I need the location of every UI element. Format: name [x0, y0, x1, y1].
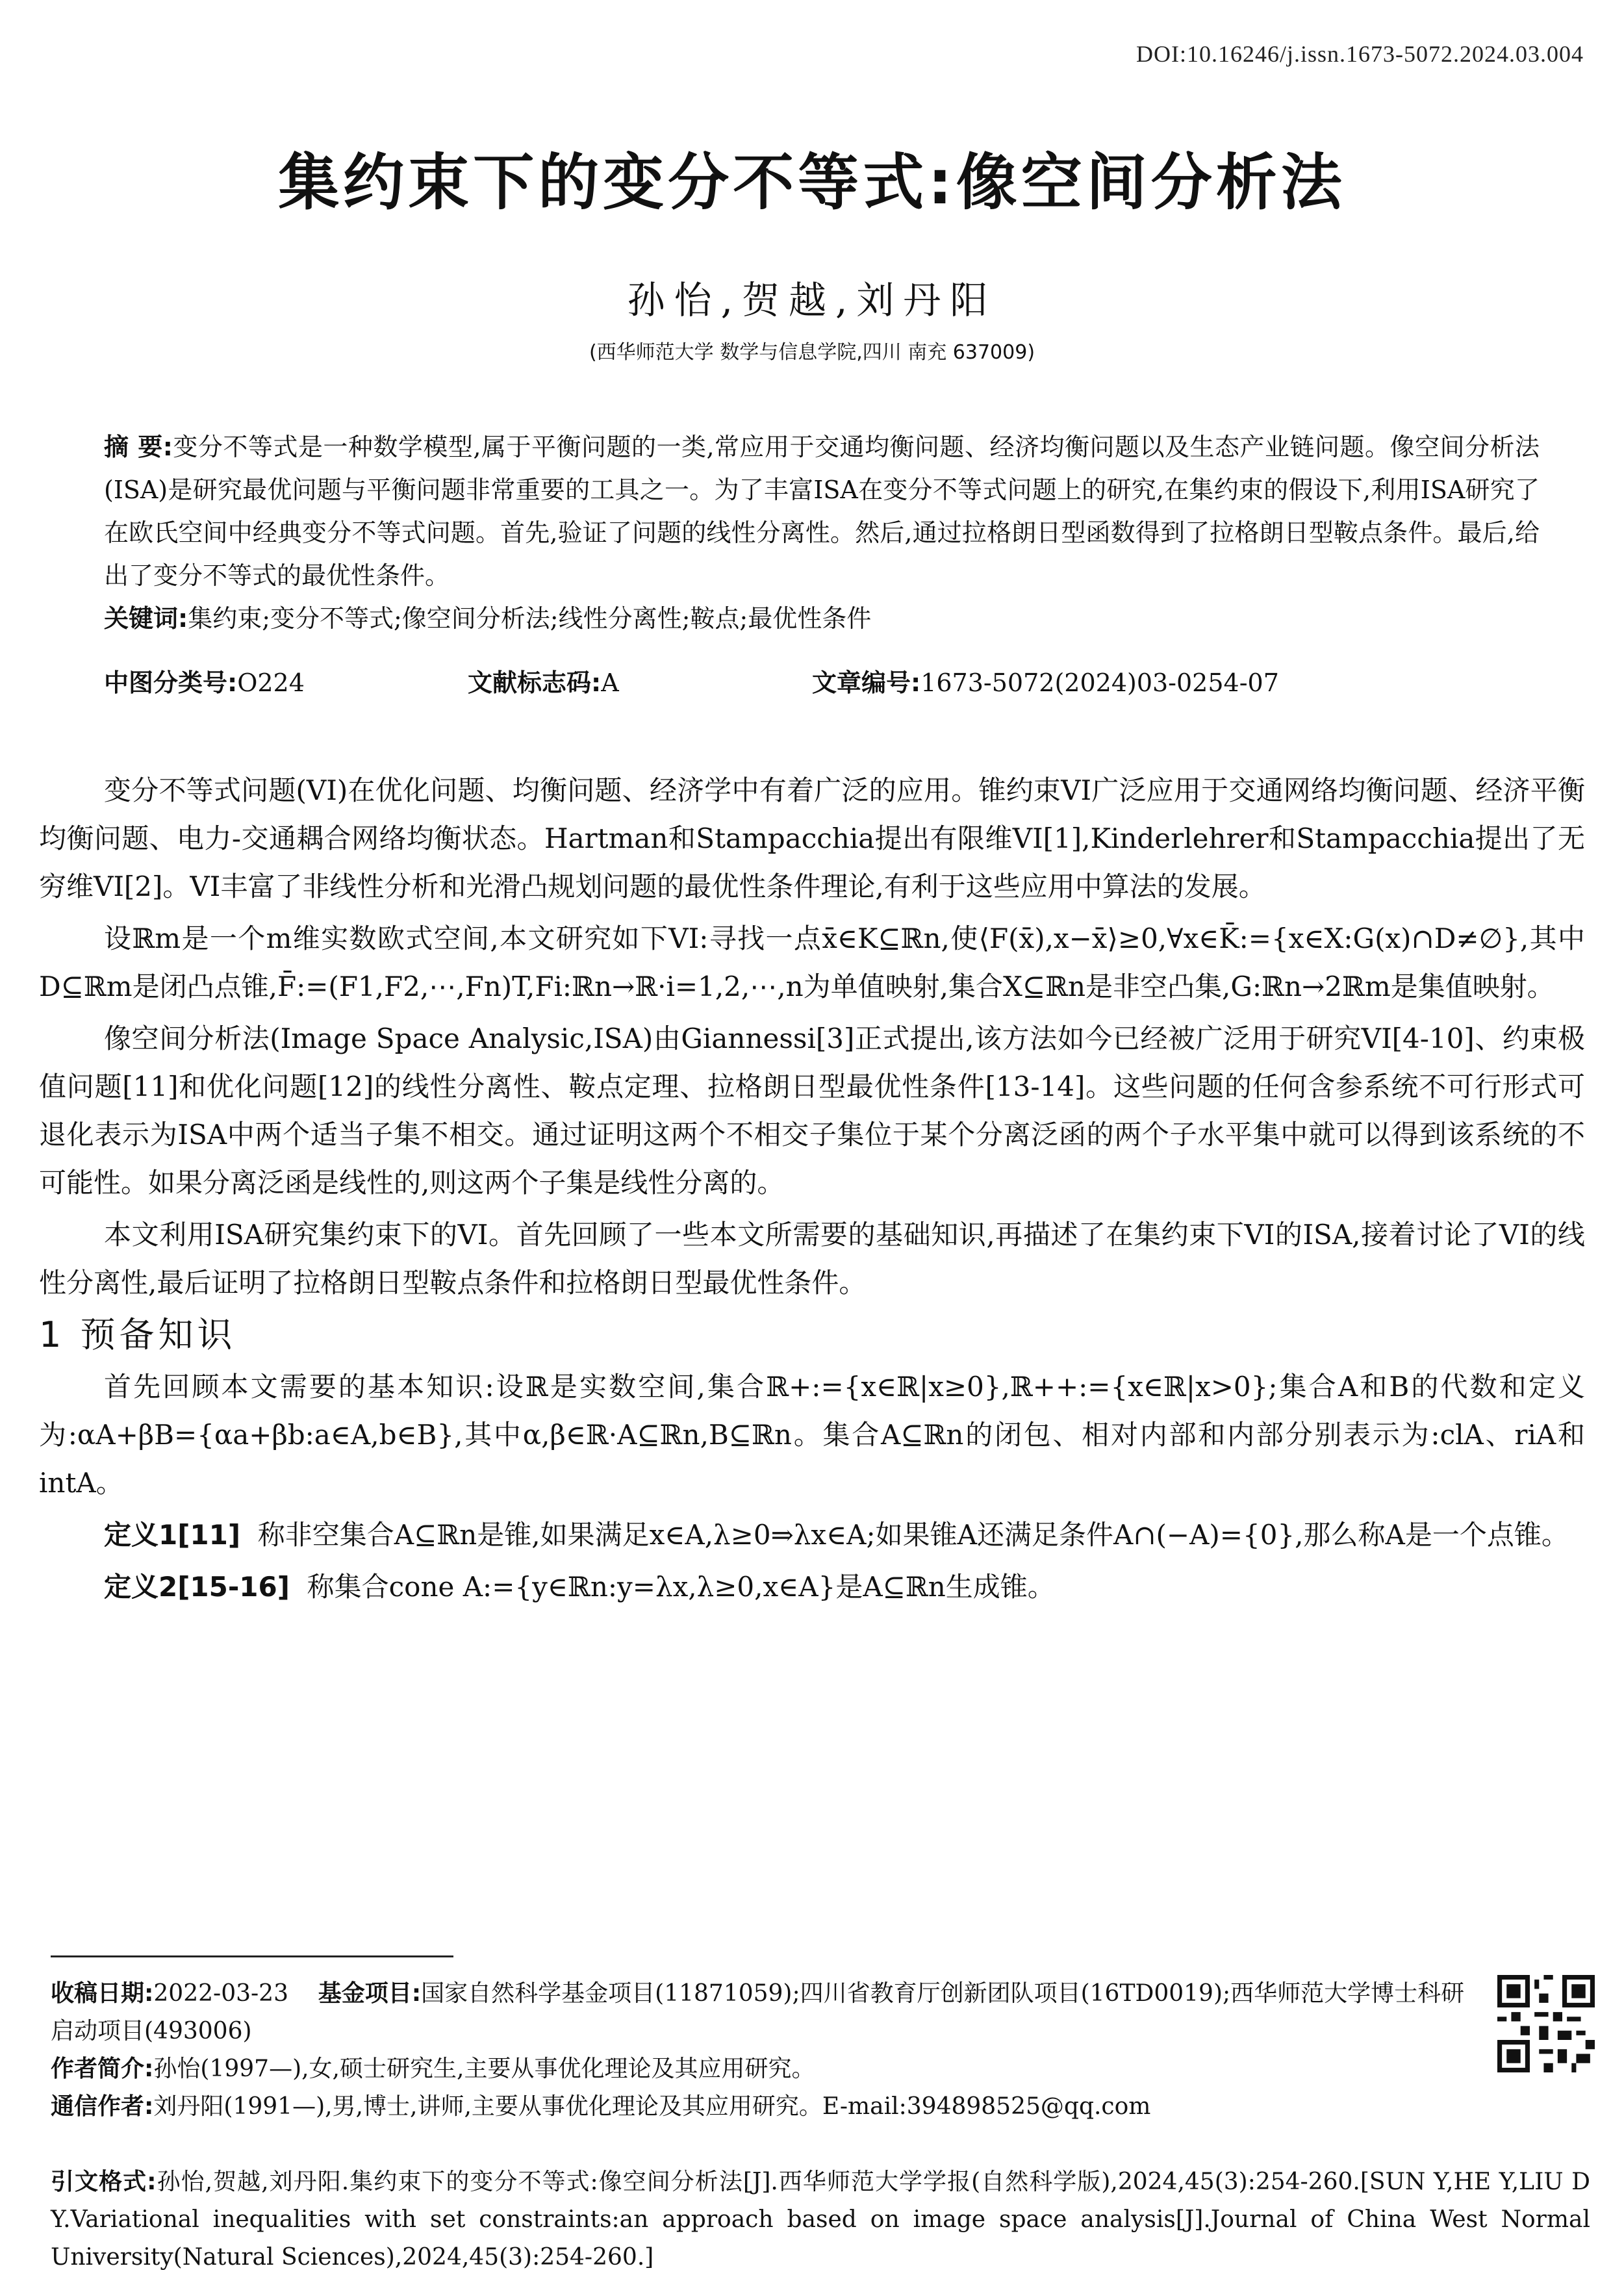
paper-title: 集约束下的变分不等式:像空间分析法	[278, 147, 1346, 218]
received-label: 收稿日期:	[51, 1980, 154, 2007]
citation-text: 孙怡,贺越,刘丹阳.集约束下的变分不等式:像空间分析法[J].西华师范大学学报(自然科学版),2024,45(3):254-260.[SUN Y,HE Y,LIU D Y.Variational inequalities with set constraints:an approach based on image space analysis[J].Journal of China West Normal University(Natural Sciences),2024,45(3):254-260.]	[51, 2169, 1590, 2271]
received-and-fund	[51, 1975, 1467, 2050]
document-code-label: 文献标志码:	[468, 668, 602, 697]
corresponding-label: 通信作者:	[51, 2093, 154, 2120]
paragraph-4: 本文利用ISA研究集约束下的VI。首先回顾了一些本文所需要的基础知识,再描述了在集约束下VI的ISA,接着讨论了VI的线性分离性,最后证明了拉格朗日型鞍点条件和拉格朗日型最优性条件。	[39, 1219, 1585, 1299]
definition-2-label: 定义2[15-16]	[104, 1571, 290, 1603]
footnote-separator	[51, 1955, 453, 1957]
definition-1	[39, 1511, 1585, 1559]
keywords-text: 集约束;变分不等式;像空间分析法;线性分离性;鞍点;最优性条件	[188, 604, 872, 633]
paragraph-1: 变分不等式问题(VI)在优化问题、均衡问题、经济学中有着广泛的应用。锥约束VI广泛应用于交通网络均衡问题、经济平衡均衡问题、电力-交通耦合网络均衡状态。Hartman和Stampacchia提出有限维VI[1],Kinderlehrer和Stampacchia提出了无穷维VI[2]。VI丰富了非线性分析和光滑凸规划问题的最优性条件理论,有利于这些应用中算法的发展。	[39, 774, 1585, 902]
abstract-label: 摘 要:	[104, 433, 173, 461]
article-number	[812, 663, 1279, 698]
body-text	[39, 767, 1585, 1615]
definition-2-text: 称集合cone A:={y∈ℝn:y=λx,λ≥0,x∈A}是A⊆ℝn生成锥。	[307, 1571, 1055, 1603]
classification-value: O224	[237, 668, 305, 697]
author-bio-label: 作者简介:	[51, 2056, 154, 2082]
article-number-value: 1673-5072(2024)03-0254-07	[920, 668, 1279, 697]
classification-label: 中图分类号:	[104, 668, 238, 697]
authors: 孙怡,贺越,刘丹阳	[627, 278, 997, 322]
definition-2	[39, 1563, 1585, 1611]
fund-label: 基金项目:	[318, 1980, 422, 2007]
qr-code-icon	[1497, 1975, 1595, 2072]
document-code	[468, 663, 619, 698]
received-date: 2022-03-23	[153, 1980, 288, 2007]
document-code-value: A	[601, 668, 619, 697]
abstract-text: 变分不等式是一种数学模型,属于平衡问题的一类,常应用于交通均衡问题、经济均衡问题以及生态产业链问题。像空间分析法(ISA)是研究最优问题与平衡问题非常重要的工具之一。为了丰富ISA在变分不等式问题上的研究,在集约束的假设下,利用ISA研究了在欧氏空间中经典变分不等式问题。首先,验证了问题的线性分离性。然后,通过拉格朗日型函数得到了拉格朗日型鞍点条件。最后,给出了变分不等式的最优性条件。	[104, 433, 1540, 590]
paragraph-5: 首先回顾本文需要的基本知识:设ℝ是实数空间,集合ℝ+:={x∈ℝ|x≥0},ℝ++:={x∈ℝ|x>0};集合A和B的代数和定义为:αA+βB={αa+βb:a∈A,b∈B},其中α,β∈ℝ·A⊆ℝn,B⊆ℝn。集合A⊆ℝn的闭包、相对内部和内部分别表示为:clA、riA和intA。	[39, 1371, 1585, 1499]
citation-label: 引文格式:	[51, 2169, 157, 2195]
paragraph-2: 设ℝm是一个m维实数欧式空间,本文研究如下VI:寻找一点x̄∈K⊆ℝn,使⟨F(x̄),x−x̄⟩≥0,∀x∈K̄:={x∈X:G(x)∩D≠∅},其中D⊆ℝm是闭凸点锥,F̄:=(F1,F2,⋯,Fn)T,Fi:ℝn→ℝ·i=1,2,⋯,n为单值映射,集合X⊆ℝn是非空凸集,G:ℝn→2ℝm是集值映射。	[39, 923, 1585, 1002]
fund-text: 国家自然科学基金项目(11871059);四川省教育厅创新团队项目(16TD0019);西华师范大学博士科研启动项目(493006)	[51, 1980, 1465, 2044]
footnote-block	[51, 1975, 1467, 2126]
paragraph-3: 像空间分析法(Image Space Analysic,ISA)由Giannessi[3]正式提出,该方法如今已经被广泛用于研究VI[4-10]、约束极值问题[11]和优化问题[12]的线性分离性、鞍点定理、拉格朗日型最优性条件[13-14]。这些问题的任何含参系统不可行形式可退化表示为ISA中两个适当子集不相交。通过证明这两个不相交子集位于某个分离泛函的两个子水平集中就可以得到该系统的不可能性。如果分离泛函是线性的,则这两个子集是线性分离的。	[39, 1023, 1585, 1199]
affiliation: (西华师范大学 数学与信息学院,四川 南充 637009)	[589, 341, 1035, 364]
author-bio-text: 孙怡(1997—),女,硕士研究生,主要从事优化理论及其应用研究。	[153, 2056, 815, 2082]
citation-format	[51, 2163, 1590, 2276]
doi: DOI:10.16246/j.issn.1673-5072.2024.03.004	[1136, 41, 1584, 67]
section-heading-1: 1 预备知识	[39, 1314, 236, 1355]
classification	[104, 663, 305, 698]
definition-1-text: 称非空集合A⊆ℝn是锥,如果满足x∈A,λ≥0⇒λx∈A;如果锥A还满足条件A∩(−A)={0},那么称A是一个点锥。	[257, 1519, 1569, 1551]
author-bio	[51, 2050, 1467, 2088]
corresponding-text: 刘丹阳(1991—),男,博士,讲师,主要从事优化理论及其应用研究。E-mail:394898525@qq.com	[153, 2093, 1151, 2120]
keywords-label: 关键词:	[104, 604, 188, 633]
article-number-label: 文章编号:	[812, 668, 921, 697]
abstract	[104, 426, 1540, 640]
corresponding-author	[51, 2088, 1467, 2126]
definition-1-label: 定义1[11]	[104, 1519, 241, 1551]
